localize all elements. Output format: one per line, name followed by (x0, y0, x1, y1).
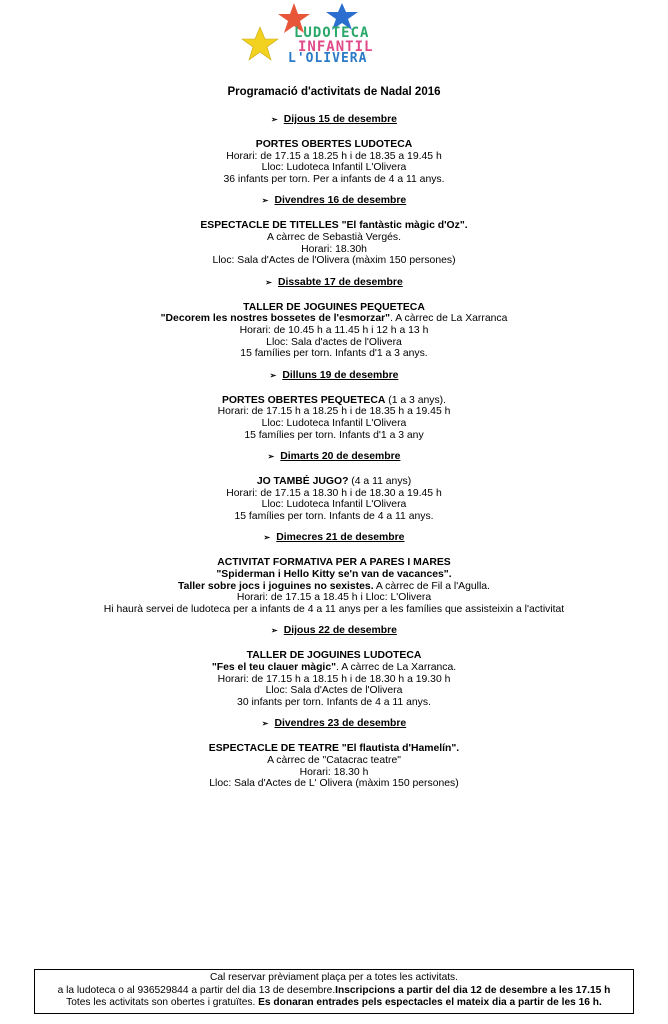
event-line (0, 685, 668, 697)
arrow-bullet-icon: ➢ (271, 626, 278, 636)
event-bold-text: PORTES OBERTES PEQUETECA (221, 394, 386, 406)
event-bold-text: JO TAMBÉ JUGO? (256, 476, 349, 488)
ludoteca-logo (236, 2, 436, 64)
notice-line (35, 972, 633, 985)
programme-document (0, 80, 668, 799)
event-block (0, 557, 668, 615)
event-text: A càrrec de "Catacrac teatre" (267, 755, 401, 766)
event-block (0, 395, 668, 441)
event-line (0, 767, 668, 779)
notice-line (35, 985, 633, 998)
logo-line-1: LUDOTECA (294, 25, 370, 41)
day-date: Dimarts 20 de desembre (280, 451, 401, 463)
logo-line-2: INFANTIL (298, 39, 374, 55)
event-line (0, 557, 668, 569)
event-text: . A càrrec de La Xarranca. (336, 662, 457, 674)
event-text: Lloc: Sala d'Actes de l'Olivera (màxim 150 persones) (212, 255, 456, 267)
event-line (0, 302, 668, 314)
event-block (0, 220, 668, 266)
notice-bold-text: Es donaran entrades pels espectacles el mateix dia a partir de les 16 h. (258, 997, 602, 1008)
arrow-bullet-icon: ➢ (265, 277, 272, 287)
arrow-bullet-icon: ➢ (261, 719, 269, 729)
event-bold-text: Taller sobre jocs i joguines no sexistes. (178, 580, 374, 592)
event-text: Horari: de 10.45 h a 11.45 h i 12 h a 13 h (239, 324, 429, 336)
event-text: . A càrrec de La Xarranca (390, 313, 508, 325)
event-text: Hi haurà servei de ludoteca per a infants de 4 a 11 anys per a les famílies que assisteixin a l'activitat (103, 603, 565, 615)
event-line (0, 313, 668, 325)
event-text: Horari: 18.30h (301, 243, 367, 255)
event-text: (1 a 3 anys). (385, 394, 447, 406)
event-line (0, 604, 668, 616)
event-block (0, 743, 668, 789)
notice-bold-text: Inscripcions a partir del dia 12 de desembre a les 17.15 h (335, 984, 611, 996)
event-line (0, 430, 668, 442)
day-list (0, 113, 668, 790)
day-date: Dimecres 21 de desembre (276, 532, 405, 544)
event-line (0, 755, 668, 767)
event-text: Horari: de 17.15 h a 18.15 h i de 18.30 h a 19.30 h (217, 673, 451, 685)
day-date: Dissabte 17 de desembre (277, 276, 403, 288)
event-line (0, 778, 668, 790)
event-bold-text: ACTIVITAT FORMATIVA PER A PARES I MARES (217, 557, 451, 569)
yellow-star-icon (240, 26, 280, 62)
day-date: Dijous 22 de desembre (283, 625, 397, 637)
day-heading (0, 624, 668, 637)
event-line (0, 325, 668, 337)
event-text: Horari: 18.30 h (299, 766, 369, 778)
event-line (0, 418, 668, 430)
notice-text: a la ludoteca o al 936529844 a partir del dia 13 de desembre. (57, 984, 336, 996)
day-heading (0, 450, 668, 463)
event-block (0, 139, 668, 185)
event-text: 30 infants per torn. Infants de 4 a 11 anys. (237, 696, 431, 708)
event-line (0, 581, 668, 593)
day-heading (0, 276, 668, 289)
event-line (0, 162, 668, 174)
arrow-bullet-icon: ➢ (267, 452, 275, 462)
day-heading (0, 369, 668, 382)
event-text: Horari: de 17.15 a 18.30 h i de 18.30 a 19.45 h (226, 487, 442, 499)
event-line (0, 395, 668, 407)
event-line (0, 476, 668, 488)
event-text: 15 famílies per torn. Infants d'1 a 3 any (244, 429, 424, 441)
day-heading (0, 717, 668, 730)
event-bold-text: TALLER DE JOGUINES LUDOTECA (246, 650, 422, 662)
event-line (0, 650, 668, 662)
day-date: Divendres 16 de desembre (274, 195, 407, 207)
event-line (0, 232, 668, 244)
event-line (0, 499, 668, 511)
event-line (0, 151, 668, 163)
event-text: A càrrec de Fil a l'Agulla. (373, 580, 490, 592)
event-line (0, 348, 668, 360)
event-line (0, 139, 668, 151)
day-heading (0, 113, 668, 126)
event-text: Lloc: Ludoteca Infantil L'Olivera (261, 162, 407, 174)
arrow-bullet-icon: ➢ (269, 370, 277, 380)
event-line (0, 697, 668, 709)
event-text: 15 famílies per torn. Infants d'1 a 3 anys. (240, 348, 428, 360)
event-block (0, 650, 668, 708)
event-line (0, 511, 668, 523)
notice-box (34, 969, 634, 1014)
day-date: Dilluns 19 de desembre (282, 369, 399, 381)
event-bold-text: "Spiderman i Hello Kitty se'n van de vacances". (216, 569, 452, 581)
event-line (0, 406, 668, 418)
event-text: A càrrec de Sebastià Vergés. (266, 231, 401, 243)
notice-line (35, 997, 633, 1010)
logo-line-3: L'OLIVERA (288, 51, 368, 66)
event-line (0, 337, 668, 349)
notice-text: Cal reservar prèviament plaça per a totes les activitats. (209, 972, 458, 983)
event-text: Horari: de 17.15 a 18.25 h i de 18.35 a 19.45 h (226, 150, 442, 162)
day-date: Divendres 23 de desembre (274, 718, 407, 730)
arrow-bullet-icon: ➢ (263, 533, 271, 543)
event-line (0, 488, 668, 500)
event-line (0, 662, 668, 674)
event-bold-text: "Decorem les nostres bossetes de l'esmorzar" (160, 313, 391, 325)
day-heading (0, 194, 668, 207)
event-text: Horari: de 17.15 h a 18.25 h i de 18.35 h a 19.45 h (217, 406, 451, 418)
arrow-bullet-icon: ➢ (261, 196, 269, 206)
event-bold-text: "Fes el teu clauer màgic" (211, 662, 337, 674)
event-text: Lloc: Sala d'actes de l'Olivera (266, 336, 402, 348)
event-block (0, 302, 668, 360)
event-block (0, 476, 668, 522)
event-line (0, 244, 668, 256)
notice-text: Totes les activitats son obertes i gratuïtes. (66, 997, 259, 1008)
event-bold-text: PORTES OBERTES LUDOTECA (255, 139, 413, 150)
event-line (0, 569, 668, 581)
event-line (0, 674, 668, 686)
event-line (0, 592, 668, 604)
event-bold-text: TALLER DE JOGUINES PEQUETECA (243, 301, 425, 313)
event-text: Horari: de 17.15 a 18.45 h i Lloc: L'Olivera (236, 592, 432, 604)
event-line (0, 255, 668, 267)
page-title: Programació d'activitats de Nadal 2016 (227, 86, 441, 98)
event-text: Lloc: Ludoteca Infantil L'Olivera (261, 417, 407, 429)
event-text: Lloc: Sala d'Actes de l'Olivera (265, 685, 403, 697)
event-text: 15 famílies per torn. Infants de 4 a 11 anys. (234, 510, 434, 522)
event-line (0, 743, 668, 755)
event-text: (4 a 11 anys) (348, 476, 412, 488)
event-text: Lloc: Sala d'Actes de L' Olivera (màxim 150 persones) (209, 778, 459, 790)
day-date: Dijous 15 de desembre (283, 114, 397, 125)
event-bold-text: ESPECTACLE DE TEATRE "El flautista d'Hamelín". (208, 743, 460, 755)
event-text: 36 infants per torn. Per a infants de 4 a 11 anys. (223, 173, 445, 185)
arrow-bullet-icon: ➢ (271, 115, 278, 124)
event-text: Lloc: Ludoteca Infantil L'Olivera (261, 499, 407, 511)
event-line (0, 174, 668, 186)
day-heading (0, 531, 668, 544)
event-line (0, 220, 668, 232)
event-bold-text: ESPECTACLE DE TITELLES "El fantàstic màgic d'Oz". (200, 220, 468, 232)
